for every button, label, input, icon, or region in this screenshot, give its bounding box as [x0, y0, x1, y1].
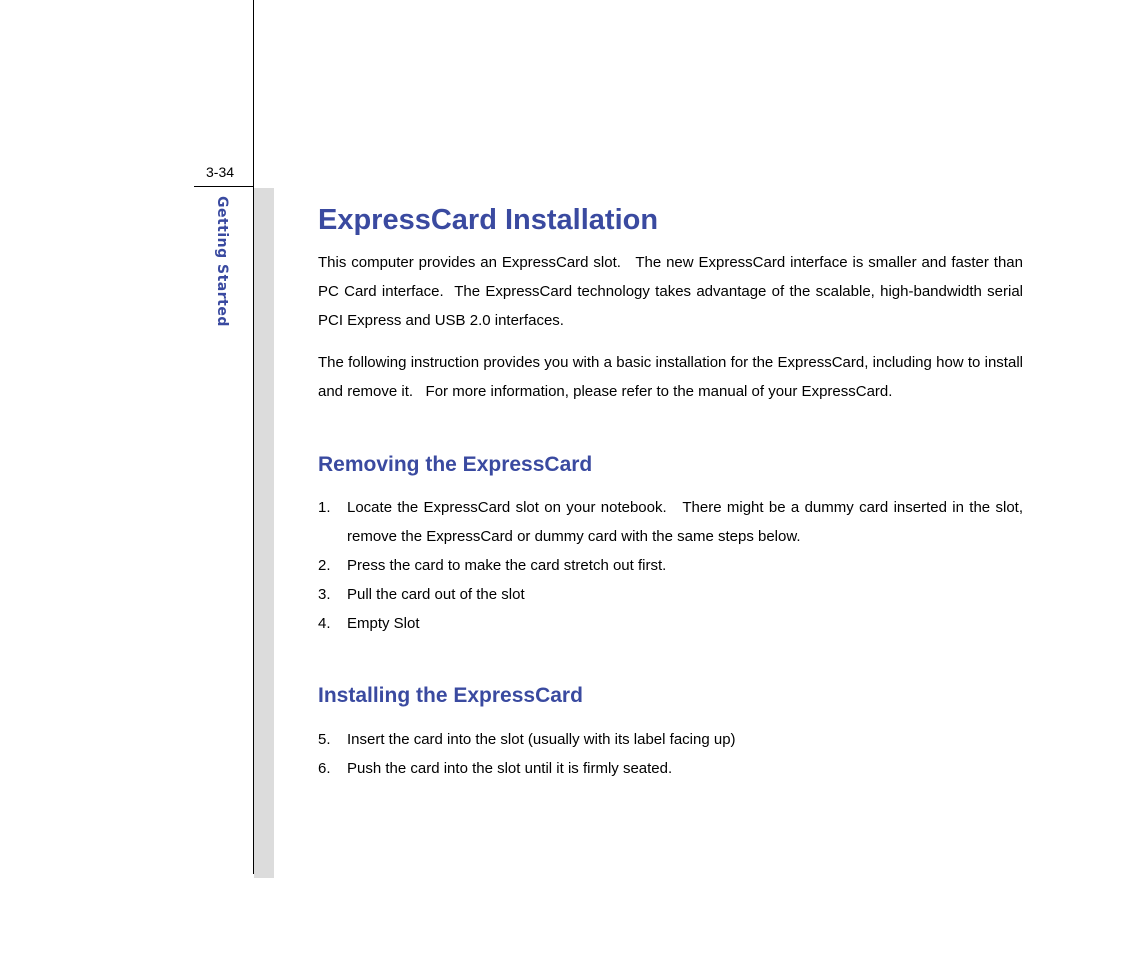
step-number: 4. — [318, 615, 331, 632]
step-number: 3. — [318, 586, 331, 603]
list-item — [318, 551, 1023, 580]
page-content — [318, 200, 1023, 783]
step-text: Locate the ExpressCard slot on your notebook. There might be a dummy card inserted in the slot, remove the ExpressCard or dummy card with the same steps below. — [347, 499, 1023, 545]
list-item — [318, 580, 1023, 609]
step-text: Pull the card out of the slot — [347, 586, 525, 603]
list-item — [318, 609, 1023, 638]
chapter-side-tab: Getting Started — [214, 196, 230, 327]
list-item — [318, 754, 1023, 783]
page-number-rule — [194, 186, 254, 187]
chapter-gray-bar — [254, 188, 274, 878]
step-text: Empty Slot — [347, 615, 420, 632]
step-text: Insert the card into the slot (usually with its label facing up) — [347, 731, 736, 748]
intro-paragraph: The following instruction provides you with a basic installation for the ExpressCard, including how to install and remove it. For more information, please refer to the manual of your ExpressCard. — [318, 354, 1023, 400]
intro-paragraph: This computer provides an ExpressCard slot. The new ExpressCard interface is smaller and faster than PC Card interface. The ExpressCard technology takes advantage of the scalable, high-bandwidth serial PCI Express and USB 2.0 interfaces. — [318, 254, 1023, 329]
step-number: 2. — [318, 557, 331, 574]
installing-steps-list — [318, 725, 1023, 783]
list-item — [318, 493, 1023, 551]
step-text: Press the card to make the card stretch out first. — [347, 557, 667, 574]
step-number: 6. — [318, 760, 331, 777]
removing-steps-list — [318, 493, 1023, 638]
page-number: 3-34 — [206, 164, 235, 180]
section-heading-installing: Installing the ExpressCard — [318, 684, 583, 707]
section-heading-removing: Removing the ExpressCard — [318, 453, 593, 476]
step-number: 5. — [318, 731, 331, 748]
page-title: ExpressCard Installation — [318, 204, 659, 236]
list-item — [318, 725, 1023, 754]
step-text: Push the card into the slot until it is firmly seated. — [347, 760, 673, 777]
step-number: 1. — [318, 499, 331, 516]
